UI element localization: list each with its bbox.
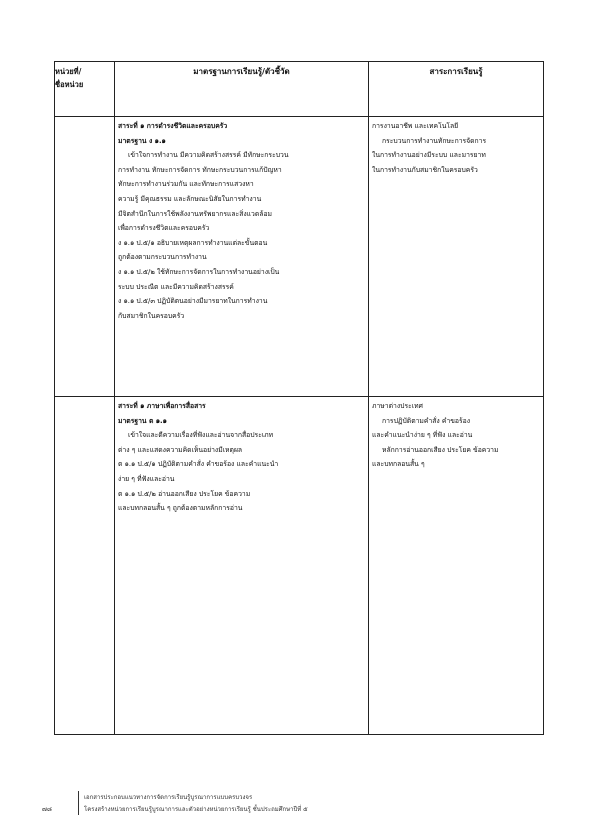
text-line: และคำแนะนำง่าย ๆ ที่ฟัง และอ่าน	[372, 431, 473, 440]
text-line: ง ๑.๑ ป.๕/๓ ปฏิบัติตนอย่างมีมารยาทในการทำงาน	[118, 297, 268, 306]
text-line: ง่าย ๆ ที่ฟังและอ่าน	[118, 474, 175, 483]
curriculum-table	[54, 61, 544, 735]
text-line: ต่าง ๆ และแสดงความคิดเห็นอย่างมีเหตุผล	[118, 445, 243, 454]
text-line: กระบวนการทำงานทักษะการจัดการ	[382, 136, 487, 145]
text-line: ระบบ ประณีต และมีความคิดสร้างสรรค์	[118, 282, 234, 291]
text-line: ในการทำงานกับสมาชิกในครอบครัว	[372, 165, 478, 174]
text-line: ในการทำงานอย่างมีระบบ และมารยาท	[372, 151, 486, 160]
content-text	[369, 117, 543, 177]
header-content: สาระการเรียนรู้	[369, 62, 544, 117]
table-row	[55, 397, 544, 735]
standards-text	[115, 397, 368, 516]
standards-cell	[115, 117, 369, 397]
text-line: ทักษะการทำงานร่วมกัน และทักษะการแสวงหา	[118, 180, 254, 189]
content-text	[369, 397, 543, 472]
standards-cell	[115, 397, 369, 735]
footer-line-1: เอกสารประกอบแนวทางการจัดการเรียนรู้บูรณาการแบบครบวงจร	[84, 794, 253, 801]
text-line: สาระที่ ๑ การดำรงชีวิตและครอบครัว	[118, 122, 228, 130]
text-line: ถูกต้องตามกระบวนการทำงาน	[118, 253, 207, 262]
table-row	[55, 117, 544, 397]
text-line: และบทกลอนสั้น ๆ ถูกต้องตามหลักการอ่าน	[118, 504, 243, 513]
text-line: หลักการอ่านออกเสียง ประโยค ข้อความ	[382, 445, 499, 454]
unit-cell	[55, 397, 115, 735]
text-line: ง ๑.๑ ป.๕/๑ อธิบายเหตุผลการทำงานแต่ละขั้นตอน	[118, 238, 268, 247]
text-line: และบทกลอนสั้น ๆ	[372, 460, 425, 469]
text-line: เข้าใจการทำงาน มีความคิดสร้างสรรค์ มีทักษะกระบวน	[128, 151, 289, 160]
text-line: การปฏิบัติตามคำสั่ง คำขอร้อง	[382, 416, 471, 425]
text-line: ความรู้ มีคุณธรรม และลักษณะนิสัยในการทำงาน	[118, 194, 262, 203]
footer-line-2: โครงสร้างหน่วยการเรียนรู้บูรณาการและตัวอย่างหน่วยการเรียนรู้ ชั้นประถมศึกษาปีที่ ๕	[84, 806, 308, 813]
text-line: การงานอาชีพ และเทคโนโลยี	[372, 122, 459, 130]
page-footer	[40, 789, 560, 819]
content-cell	[369, 397, 544, 735]
table-header-row	[55, 62, 544, 117]
text-line: สาระที่ ๑ ภาษาเพื่อการสื่อสาร	[118, 402, 206, 410]
footer-divider	[78, 791, 79, 815]
unit-cell	[55, 117, 115, 397]
page-number: ๗๘	[42, 805, 52, 813]
text-line: มาตรฐาน ต ๑.๑	[118, 416, 167, 425]
text-line: มาตรฐาน ง ๑.๑	[118, 136, 166, 145]
text-line: เพื่อการดำรงชีวิตและครอบครัว	[118, 224, 210, 233]
text-line: ภาษาต่างประเทศ	[372, 402, 423, 410]
text-line: มีจิตสำนึกในการใช้พลังงานทรัพยากรและสิ่งแวดล้อม	[118, 209, 273, 218]
text-line: กับสมาชิกในครอบครัว	[118, 311, 185, 320]
header-standards: มาตรฐานการเรียนรู้/ตัวชี้วัด	[115, 62, 369, 117]
text-line: การทำงาน ทักษะการจัดการ ทักษะกระบวนการแก้ปัญหา	[118, 165, 282, 174]
header-unit-line1: หน่วยที่/	[55, 67, 82, 76]
content-cell	[369, 117, 544, 397]
header-unit	[55, 62, 115, 117]
standards-text	[115, 117, 368, 323]
text-line: ต ๑.๑ ป.๕/๑ ปฏิบัติตามคำสั่ง คำขอร้อง และคำแนะนำ	[118, 460, 279, 469]
text-line: ต ๑.๑ ป.๕/๒ อ่านออกเสียง ประโยค ข้อความ	[118, 489, 251, 498]
text-line: เข้าใจและตีความเรื่องที่ฟังและอ่านจากสื่อประเภท	[128, 431, 274, 440]
text-line: ง ๑.๑ ป.๕/๒ ใช้ทักษะการจัดการในการทำงานอย่างเป็น	[118, 267, 280, 276]
header-unit-line2: ชื่อหน่วย	[55, 80, 84, 89]
